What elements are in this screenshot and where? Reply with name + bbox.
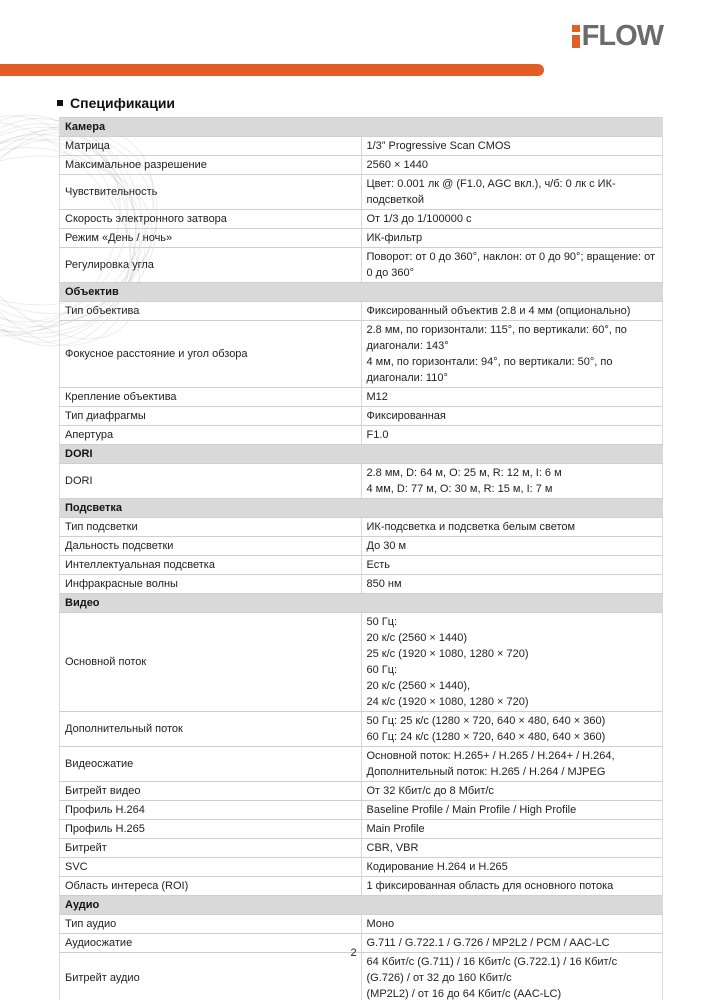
spec-value-line: 60 Гц: xyxy=(366,664,398,676)
logo-text: FLOW xyxy=(581,20,663,52)
page-number: 2 xyxy=(350,947,357,959)
spec-value-line: Моно xyxy=(366,918,395,930)
spec-value-line: ИК-фильтр xyxy=(366,232,423,244)
spec-value-line: 4 мм, по горизонтали: 94°, по вертикали: 50°, по диагонали: 110° xyxy=(366,356,613,384)
spec-value-line: 20 к/с (2560 × 1440), xyxy=(366,680,471,692)
spec-value-line: G.711 / G.722.1 / G.726 / MP2L2 / PCM / AAC-LC xyxy=(366,937,610,949)
spec-value xyxy=(361,839,663,858)
spec-value-line: CBR, VBR xyxy=(366,842,419,854)
spec-label: Основной поток xyxy=(60,613,362,712)
spec-label: Инфракрасные волны xyxy=(60,575,362,594)
spec-label: Матрица xyxy=(60,137,362,156)
spec-value-line: Main Profile xyxy=(366,823,425,835)
logo-i-icon xyxy=(572,25,580,51)
spec-value xyxy=(361,613,663,712)
title-bullet-icon xyxy=(57,100,63,106)
spec-value xyxy=(361,518,663,537)
spec-value-line: Дополнительный поток: H.265 / H.264 / MJPEG xyxy=(366,766,606,778)
spec-value-line: 50 Гц: 25 к/с (1280 × 720, 640 × 480, 640 × 360) xyxy=(366,715,606,727)
spec-value-line: До 30 м xyxy=(366,540,407,552)
spec-row xyxy=(60,858,663,877)
spec-value xyxy=(361,388,663,407)
spec-row xyxy=(60,915,663,934)
spec-label: Видеосжатие xyxy=(60,747,362,782)
section-header-row xyxy=(60,896,663,915)
spec-row xyxy=(60,877,663,896)
spec-label: Битрейт аудио xyxy=(60,953,362,1000)
spec-value xyxy=(361,747,663,782)
spec-value-line: Фиксированная xyxy=(366,410,446,422)
spec-label: Тип аудио xyxy=(60,915,362,934)
spec-value-line: Кодирование H.264 и H.265 xyxy=(366,861,508,873)
section-header: Подсветка xyxy=(60,499,663,518)
spec-row xyxy=(60,782,663,801)
spec-row xyxy=(60,820,663,839)
spec-value-line: Цвет: 0.001 лк @ (F1.0, AGC вкл.), ч/б: 0 лк с ИК-подсветкой xyxy=(366,178,616,206)
spec-row xyxy=(60,801,663,820)
section-header-row xyxy=(60,118,663,137)
spec-row xyxy=(60,407,663,426)
logo-i-dot xyxy=(572,25,580,32)
spec-row xyxy=(60,426,663,445)
spec-value xyxy=(361,426,663,445)
spec-value xyxy=(361,537,663,556)
spec-value-line: От 32 Кбит/с до 8 Мбит/с xyxy=(366,785,494,797)
spec-value xyxy=(361,575,663,594)
section-header: Видео xyxy=(60,594,663,613)
spec-row xyxy=(60,156,663,175)
spec-label: Битрейт xyxy=(60,839,362,858)
spec-value xyxy=(361,175,663,210)
spec-value xyxy=(361,210,663,229)
spec-label: Чувствительность xyxy=(60,175,362,210)
spec-row xyxy=(60,210,663,229)
spec-label: Режим «День / ночь» xyxy=(60,229,362,248)
spec-value-line: Поворот: от 0 до 360°, наклон: от 0 до 90°; вращение: от 0 до 360° xyxy=(366,251,656,279)
spec-value xyxy=(361,877,663,896)
spec-value-line: 2.8 мм, D: 64 м, O: 25 м, R: 12 м, I: 6 м xyxy=(366,467,562,479)
spec-value-line: Baseline Profile / Main Profile / High Profile xyxy=(366,804,577,816)
section-header-row xyxy=(60,499,663,518)
spec-value xyxy=(361,712,663,747)
spec-row xyxy=(60,712,663,747)
spec-row xyxy=(60,518,663,537)
spec-row xyxy=(60,613,663,712)
spec-value xyxy=(361,229,663,248)
spec-row xyxy=(60,464,663,499)
spec-table xyxy=(59,117,663,1000)
brand-logo xyxy=(572,22,663,51)
spec-row xyxy=(60,321,663,388)
spec-label: Апертура xyxy=(60,426,362,445)
spec-value xyxy=(361,137,663,156)
spec-label: Тип диафрагмы xyxy=(60,407,362,426)
spec-value-line: 4 мм, D: 77 м, O: 30 м, R: 15 м, I: 7 м xyxy=(366,483,553,495)
spec-value xyxy=(361,321,663,388)
spec-value-line: 1/3” Progressive Scan CMOS xyxy=(366,140,511,152)
title-row xyxy=(57,94,175,112)
spec-value xyxy=(361,915,663,934)
spec-label: Битрейт видео xyxy=(60,782,362,801)
section-header-row xyxy=(60,283,663,302)
spec-value xyxy=(361,953,663,1000)
spec-value-line: 25 к/с (1920 × 1080, 1280 × 720) xyxy=(366,648,529,660)
spec-row xyxy=(60,175,663,210)
spec-value xyxy=(361,156,663,175)
spec-label: Профиль H.264 xyxy=(60,801,362,820)
logo-i-stem xyxy=(572,35,580,48)
spec-label: DORI xyxy=(60,464,362,499)
spec-row xyxy=(60,388,663,407)
spec-value-line: 850 нм xyxy=(366,578,402,590)
spec-value-line: F1.0 xyxy=(366,429,389,441)
spec-row xyxy=(60,556,663,575)
spec-row xyxy=(60,248,663,283)
spec-label: SVC xyxy=(60,858,362,877)
page-title: Спецификации xyxy=(70,95,176,111)
spec-value-line: M12 xyxy=(366,391,388,403)
spec-label: Фокусное расстояние и угол обзора xyxy=(60,321,362,388)
spec-label: Крепление объектива xyxy=(60,388,362,407)
spec-value xyxy=(361,801,663,820)
spec-value-line: 64 Кбит/с (G.711) / 16 Кбит/с (G.722.1) / 16 Кбит/с (G.726) / от 32 до 160 Кбит/с xyxy=(366,956,618,984)
section-header: Аудио xyxy=(60,896,663,915)
spec-value xyxy=(361,820,663,839)
spec-table-body xyxy=(60,118,663,1000)
spec-label: Регулировка угла xyxy=(60,248,362,283)
spec-label: Тип объектива xyxy=(60,302,362,321)
spec-value-line: Есть xyxy=(366,559,390,571)
spec-value-line: От 1/3 до 1/100000 с xyxy=(366,213,472,225)
spec-value-line: 60 Гц: 24 к/с (1280 × 720, 640 × 480, 640 × 360) xyxy=(366,731,606,743)
spec-label: Дополнительный поток xyxy=(60,712,362,747)
spec-row xyxy=(60,747,663,782)
spec-label: Дальность подсветки xyxy=(60,537,362,556)
spec-label: Интеллектуальная подсветка xyxy=(60,556,362,575)
spec-label: Тип подсветки xyxy=(60,518,362,537)
spec-label: Профиль H.265 xyxy=(60,820,362,839)
section-header: Камера xyxy=(60,118,663,137)
spec-value xyxy=(361,407,663,426)
section-header-row xyxy=(60,594,663,613)
spec-value xyxy=(361,556,663,575)
spec-value-line: Основной поток: H.265+ / H.265 / H.264+ / H.264, xyxy=(366,750,615,762)
section-header: Объектив xyxy=(60,283,663,302)
spec-value xyxy=(361,302,663,321)
spec-row xyxy=(60,302,663,321)
spec-value-line: 50 Гц: xyxy=(366,616,398,628)
spec-value-line: 20 к/с (2560 × 1440) xyxy=(366,632,468,644)
section-header-row xyxy=(60,445,663,464)
spec-label: Область интереса (ROI) xyxy=(60,877,362,896)
accent-bar xyxy=(0,64,544,76)
spec-value-line: Фиксированный объектив 2.8 и 4 мм (опционально) xyxy=(366,305,631,317)
spec-value-line: 2.8 мм, по горизонтали: 115°, по вертикали: 60°, по диагонали: 143° xyxy=(366,324,627,352)
spec-value xyxy=(361,248,663,283)
spec-value-line: (MP2L2) / от 16 до 64 Кбит/с (AAC-LC) xyxy=(366,988,562,1000)
spec-row xyxy=(60,839,663,858)
spec-value-line: 2560 × 1440 xyxy=(366,159,428,171)
spec-value-line: 1 фиксированная область для основного потока xyxy=(366,880,614,892)
spec-value-line: ИК-подсветка и подсветка белым светом xyxy=(366,521,576,533)
spec-label: Максимальное разрешение xyxy=(60,156,362,175)
spec-row xyxy=(60,953,663,1000)
spec-row xyxy=(60,137,663,156)
spec-row xyxy=(60,537,663,556)
spec-row xyxy=(60,229,663,248)
spec-label: Аудиосжатие xyxy=(60,934,362,953)
spec-value xyxy=(361,858,663,877)
spec-value xyxy=(361,782,663,801)
spec-row xyxy=(60,575,663,594)
spec-value-line: 24 к/с (1920 × 1080, 1280 × 720) xyxy=(366,696,529,708)
spec-label: Скорость электронного затвора xyxy=(60,210,362,229)
section-header: DORI xyxy=(60,445,663,464)
spec-value xyxy=(361,464,663,499)
